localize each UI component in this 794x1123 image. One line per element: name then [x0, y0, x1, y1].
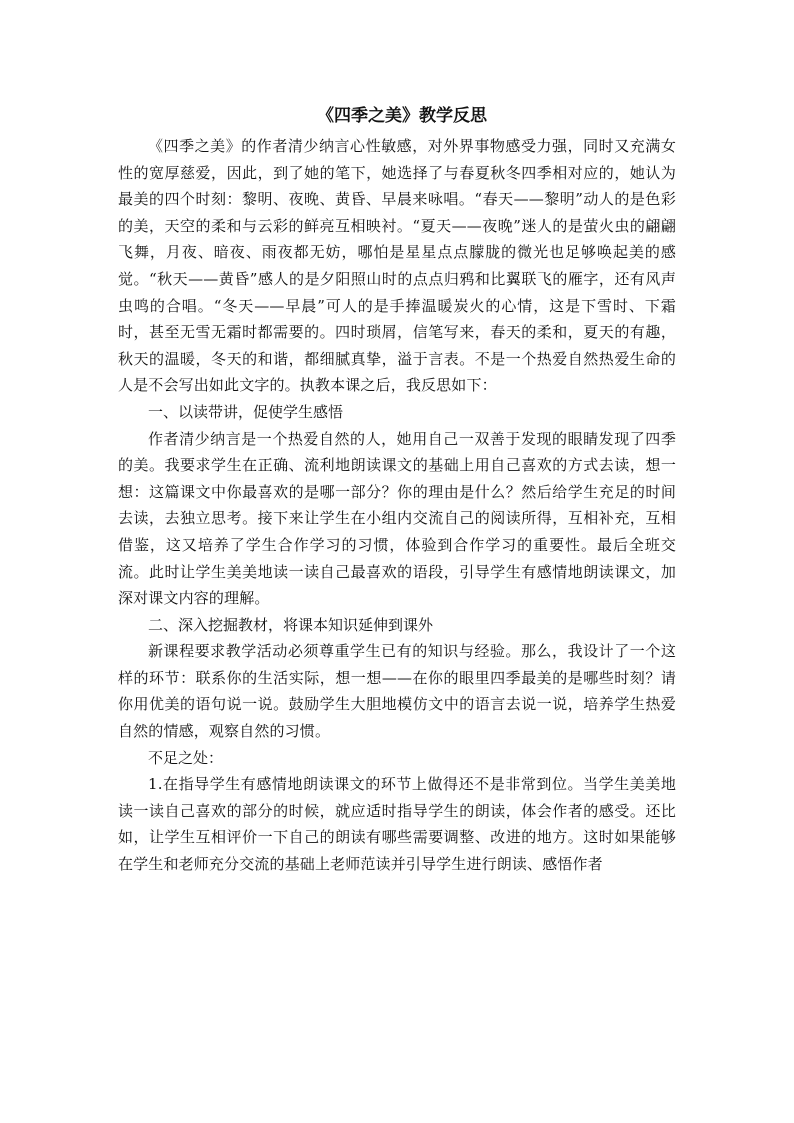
document-page — [118, 101, 676, 878]
section-heading-1: 一、以读带讲，促使学生感悟 — [148, 402, 344, 421]
shortcomings-heading: 不足之处： — [148, 748, 224, 767]
intro-paragraph: 《四季之美》的作者清少纳言心性敏感，对外界事物感受力强，同时又充满女性的宽厚慈爱，因此，到了她的笔下，她选择了与春夏秋冬四季相对应的，她认为最美的四个时刻：黎明、夜晚、黄昏、早晨来咏唱。“春天——黎明”动人的是色彩的美，天空的柔和与云彩的鲜亮互相映衬。“夏天——夜晚”迷人的是萤火虫的翩翩飞舞，月夜、暗夜、雨夜都无妨，哪怕是星星点点朦胧的微光也足够唤起美的感觉。“秋天——黄昏”感人的是夕阳照山时的点点归鸦和比翼联飞的雁字，还有风声虫鸣的合唱。“冬天——早晨”可人的是手捧温暖炭火的心情，这是下雪时、下霜时，甚至无雪无霜时都需要的。四时琐屑，信笔写来，春天的柔和，夏天的有趣，秋天的温暖，冬天的和谐，都细腻真挚，溢于言表。不是一个热爱自然热爱生命的人是不会写出如此文字的。执教本课之后，我反思如下： — [118, 137, 676, 395]
section-heading-2: 二、深入挖掘教材，将课本知识延伸到课外 — [148, 615, 434, 634]
section-2-paragraph: 新课程要求教学活动必须尊重学生已有的知识与经验。那么，我设计了一个这样的环节：联系你的生活实际，想一想——在你的眼里四季最美的是哪些时刻？请你用优美的语句说一说。鼓励学生大胆地模仿文中的语言去说一说，培养学生热爱自然的情感，观察自然的习惯。 — [118, 642, 676, 741]
section-1-paragraph: 作者清少纳言是一个热爱自然的人，她用自己一双善于发现的眼睛发现了四季的美。我要求学生在正确、流利地朗读课文的基础上用自己喜欢的方式去读，想一想：这篇课文中你最喜欢的是哪一部分？你的理由是什么？然后给学生充足的时间去读，去独立思考。接下来让学生在小组内交流自己的阅读所得，互相补充，互相借鉴，这又培养了学生合作学习的习惯，体验到合作学习的重要性。最后全班交流。此时让学生美美地读一读自己最喜欢的语段，引导学生有感情地朗读课文，加深对课文内容的理解。 — [118, 429, 676, 608]
document-title: 《四季之美》教学反思 — [317, 106, 487, 126]
shortcoming-1-paragraph: 1.在指导学生有感情地朗读课文的环节上做得还不是非常到位。当学生美美地读一读自己喜欢的部分的时候，就应适时指导学生的朗读，体会作者的感受。还比如，让学生互相评价一下自己的朗读有哪些需要调整、改进的地方。这时如果能够在学生和老师充分交流的基础上老师范读并引导学生进行朗读、感悟作者 — [118, 775, 676, 874]
